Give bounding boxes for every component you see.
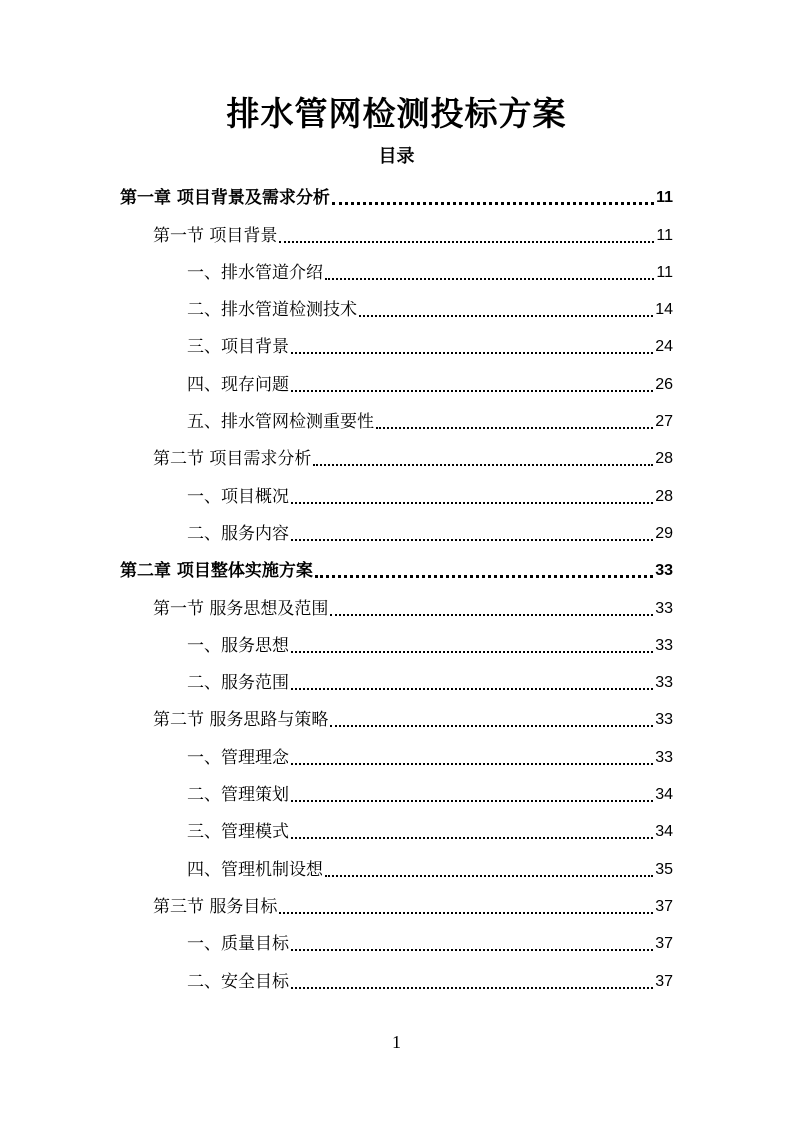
toc-dot-leader — [359, 315, 653, 317]
toc-entry-label: 二、管理策划 — [187, 785, 289, 806]
toc-dot-leader — [291, 837, 653, 839]
toc-entry-label: 第一节 项目背景 — [153, 225, 278, 246]
toc-chapter-row[interactable] — [120, 548, 673, 585]
toc-page-number: 33 — [655, 636, 673, 654]
toc-dot-leader — [291, 352, 653, 354]
toc-entry-label: 一、服务思想 — [187, 635, 289, 656]
toc-page-number: 33 — [655, 562, 673, 580]
toc-item-row[interactable] — [120, 660, 673, 697]
toc-item-row[interactable] — [120, 846, 673, 883]
toc-page-number: 27 — [655, 413, 673, 431]
toc-dot-leader — [291, 651, 653, 653]
toc-item-row[interactable] — [120, 958, 673, 995]
toc-item-row[interactable] — [120, 473, 673, 510]
toc-entry-label: 第二节 服务思路与策略 — [153, 710, 329, 731]
toc-dot-leader — [291, 949, 653, 951]
toc-page-number: 28 — [655, 487, 673, 505]
toc-entry-label: 二、服务范围 — [187, 673, 289, 694]
toc-dot-leader — [325, 875, 653, 877]
toc-page-number: 33 — [655, 674, 673, 692]
toc-entry-label: 第一章 项目背景及需求分析 — [120, 188, 330, 209]
toc-item-row[interactable] — [120, 921, 673, 958]
toc-item-row[interactable] — [120, 287, 673, 324]
toc-entry-label: 二、服务内容 — [187, 523, 289, 544]
toc-dot-leader — [315, 575, 653, 578]
toc-section-row[interactable] — [120, 436, 673, 473]
toc-page-number: 37 — [655, 972, 673, 990]
table-of-contents — [120, 175, 673, 996]
document-title: 排水管网检测投标方案 — [226, 94, 567, 133]
toc-entry-label: 第三节 服务目标 — [153, 896, 278, 917]
toc-dot-leader — [325, 278, 654, 280]
toc-page-number: 34 — [655, 823, 673, 841]
toc-dot-leader — [376, 427, 653, 429]
toc-page-number: 29 — [655, 524, 673, 542]
toc-item-row[interactable] — [120, 399, 673, 436]
toc-entry-label: 一、管理理念 — [187, 747, 289, 768]
toc-chapter-row[interactable] — [120, 175, 673, 212]
toc-page-number: 26 — [655, 375, 673, 393]
toc-item-row[interactable] — [120, 734, 673, 771]
toc-entry-label: 第二节 项目需求分析 — [153, 449, 312, 470]
toc-entry-label: 四、管理机制设想 — [187, 859, 323, 880]
toc-entry-label: 第二章 项目整体实施方案 — [120, 561, 313, 582]
toc-item-row[interactable] — [120, 772, 673, 809]
toc-section-row[interactable] — [120, 697, 673, 734]
toc-section-row[interactable] — [120, 212, 673, 249]
toc-entry-label: 二、排水管道检测技术 — [187, 300, 357, 321]
toc-entry-label: 一、质量目标 — [187, 934, 289, 955]
toc-page-number: 37 — [655, 935, 673, 953]
toc-dot-leader — [291, 688, 653, 690]
toc-entry-label: 五、排水管网检测重要性 — [187, 412, 374, 433]
toc-item-row[interactable] — [120, 250, 673, 287]
toc-dot-leader — [291, 763, 653, 765]
toc-page-number: 35 — [655, 860, 673, 878]
toc-page-number: 24 — [655, 338, 673, 356]
toc-dot-leader — [330, 725, 653, 727]
toc-dot-leader — [330, 614, 653, 616]
toc-entry-label: 一、排水管道介绍 — [187, 262, 323, 283]
toc-page-number: 28 — [655, 450, 673, 468]
toc-entry-label: 三、项目背景 — [187, 337, 289, 358]
toc-item-row[interactable] — [120, 324, 673, 361]
toc-page-number: 11 — [656, 189, 673, 207]
toc-page-number: 34 — [655, 786, 673, 804]
toc-section-row[interactable] — [120, 884, 673, 921]
toc-page-number: 11 — [656, 226, 673, 244]
toc-item-row[interactable] — [120, 809, 673, 846]
toc-dot-leader — [313, 464, 653, 466]
toc-dot-leader — [291, 800, 653, 802]
toc-page-number: 33 — [655, 599, 673, 617]
toc-heading: 目录 — [378, 146, 415, 167]
toc-dot-leader — [332, 202, 654, 205]
toc-entry-label: 第一节 服务思想及范围 — [153, 598, 329, 619]
toc-page-number: 37 — [655, 897, 673, 915]
toc-page-number: 33 — [655, 711, 673, 729]
toc-page-number: 14 — [655, 301, 673, 319]
toc-entry-label: 四、现存问题 — [187, 374, 289, 395]
toc-section-row[interactable] — [120, 585, 673, 622]
toc-entry-label: 三、管理模式 — [187, 822, 289, 843]
toc-dot-leader — [291, 987, 653, 989]
toc-page-number: 33 — [655, 748, 673, 766]
toc-item-row[interactable] — [120, 511, 673, 548]
toc-dot-leader — [291, 502, 653, 504]
toc-item-row[interactable] — [120, 623, 673, 660]
toc-entry-label: 二、安全目标 — [187, 971, 289, 992]
toc-entry-label: 一、项目概况 — [187, 486, 289, 507]
toc-item-row[interactable] — [120, 361, 673, 398]
toc-dot-leader — [291, 539, 653, 541]
toc-dot-leader — [291, 390, 653, 392]
toc-page-number: 11 — [656, 263, 673, 281]
toc-dot-leader — [279, 241, 654, 243]
toc-dot-leader — [279, 912, 653, 914]
page-number: 1 — [392, 1032, 401, 1052]
